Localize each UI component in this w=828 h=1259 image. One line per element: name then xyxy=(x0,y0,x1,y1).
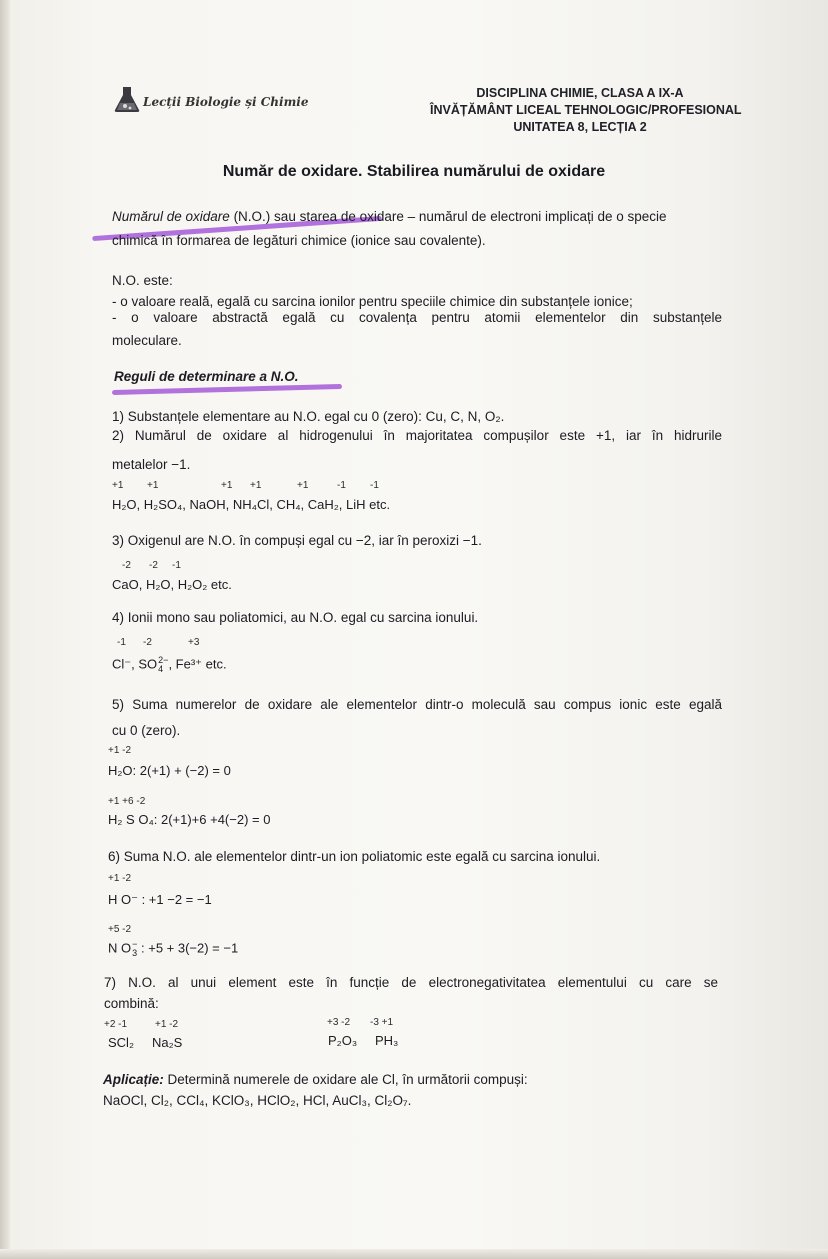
iron-ion: , Fe³⁺ etc. xyxy=(168,656,227,672)
rule-7-formula-3: P₂O₃ xyxy=(328,1033,358,1048)
rule-7-ox-4: -3 +1 xyxy=(370,1017,394,1028)
rule-4-ox-3: +3 xyxy=(188,637,200,648)
rule-2-ox-7: -1 xyxy=(370,480,379,491)
rule-2-ox-5: +1 xyxy=(297,480,309,491)
no-este-item-2-line-2: moleculare. xyxy=(112,333,182,348)
rule-7-ox-1: +2 -1 xyxy=(104,1019,128,1030)
rule-2-ox-6: -1 xyxy=(337,480,346,491)
chloride-ion: Cl⁻, xyxy=(112,656,139,672)
application-label: Aplicație: xyxy=(103,1072,164,1087)
rule-3-ox-1: -2 xyxy=(122,560,131,571)
rule-6-ex2-ox: +5 -2 xyxy=(108,924,132,935)
rule-1: 1) Substanțele elementare au N.O. egal cu 0 (zero): Cu, C, N, O₂. xyxy=(112,409,505,424)
header-line-3: UNITATEA 8, LECȚIA 2 xyxy=(513,120,647,134)
rule-4: 4) Ionii mono sau poliatomici, au N.O. egal cu sarcina ionului. xyxy=(112,610,479,625)
rule-3-formulas: CaO, H₂O, H₂O₂ etc. xyxy=(112,577,232,592)
rule-7-formula-2: Na₂S xyxy=(152,1035,183,1050)
rule-5-line-1: 5) Suma numerelor de oxidare ale elementelor dintr-o moleculă sau compus ionic este egală xyxy=(112,697,722,712)
rule-6-ex1: H O⁻ : +1 −2 = −1 xyxy=(108,892,212,907)
rule-2-line-1: 2) Numărul de oxidare al hidrogenului în majoritatea compușilor este +1, iar în hidrurile xyxy=(112,428,722,443)
rule-3: 3) Oxigenul are N.O. în compuși egal cu −2, iar în peroxizi −1. xyxy=(112,533,482,548)
rule-7-ox-3: +3 -2 xyxy=(327,1017,351,1028)
rule-4-ox-2: -2 xyxy=(143,637,152,648)
logo-text: Lecții Biologie și Chimie xyxy=(143,95,309,109)
rule-6: 6) Suma N.O. ale elementelor dintr-un ion poliatomic este egală cu sarcina ionului. xyxy=(108,849,601,864)
rule-5-ex2: H₂ S O₄: 2(+1)+6 +4(−2) = 0 xyxy=(108,812,271,827)
rule-4-formulas xyxy=(112,656,227,674)
rule-4-ox-1: -1 xyxy=(117,637,126,648)
rule-5-line-2: cu 0 (zero). xyxy=(112,723,181,738)
rule-2-ox-1: +1 xyxy=(112,480,124,491)
rule-2-formulas: H₂O, H₂SO₄, NaOH, NH₄Cl, CH₄, CaH₂, LiH etc. xyxy=(112,497,391,512)
definition-line-1 xyxy=(112,206,667,227)
rule-7-line-1: 7) N.O. al unui element este în funcție de electronegativitatea elementului cu care se xyxy=(104,975,718,990)
page-edge-left xyxy=(0,0,10,1259)
rule-2-ox-2: +1 xyxy=(147,480,159,491)
rule-3-ox-2: -2 xyxy=(149,560,158,571)
rule-3-ox-3: -1 xyxy=(172,560,181,571)
rule-7-line-2: combină: xyxy=(104,996,159,1011)
definition-rest: (N.O.) sau starea de oxidare – numărul de electroni implicați de o specie xyxy=(229,209,667,224)
application-text: Determină numerele de oxidare ale Cl, în următorii compuși: xyxy=(163,1072,528,1087)
header-line-1: DISCIPLINA CHIMIE, CLASA A IX-A xyxy=(476,86,684,100)
rule-2-line-2: metalelor −1. xyxy=(112,457,191,472)
sulfate-subscript: 4 xyxy=(158,664,164,674)
nitrate-charge: − xyxy=(132,939,138,949)
page-edge-bottom xyxy=(0,1249,828,1259)
no-este-item-2-line-1: - o valoare abstractă egală cu covalența pentru atomii elementelor din substanțele xyxy=(112,310,722,325)
application-prompt xyxy=(103,1069,528,1090)
rule-7-formula-4: PH₃ xyxy=(375,1033,399,1048)
nitrate-ion: N O xyxy=(108,940,132,956)
sulfate-charge: 2− xyxy=(158,655,169,665)
nitrate-subscript: 3 xyxy=(132,948,138,958)
no-este-item-1: - o valoare reală, egală cu sarcina ionilor pentru speciile chimice din substanțele ionice; xyxy=(112,294,633,309)
rule-7-formula-1: SCl₂ xyxy=(108,1035,134,1050)
nitrate-sum: : +5 + 3(−2) = −1 xyxy=(137,940,239,956)
rule-6-ex1-ox: +1 -2 xyxy=(108,873,132,884)
rule-5-ex1-ox: +1 -2 xyxy=(108,745,132,756)
header-line-2: ÎNVĂȚĂMÂNT LICEAL TEHNOLOGIC/PROFESIONAL xyxy=(430,103,742,117)
definition-term: Numărul de oxidare xyxy=(112,209,230,224)
page-title: Număr de oxidare. Stabilirea numărului de oxidare xyxy=(222,163,606,180)
rule-2-ox-3: +1 xyxy=(221,480,233,491)
sulfate-ion: SO xyxy=(138,656,158,672)
flask-logo-icon xyxy=(112,84,142,114)
application-compounds: NaOCl, Cl₂, CCl₄, KClO₃, HClO₂, HCl, AuCl₃, Cl₂O₇. xyxy=(103,1093,412,1108)
rule-6-ex2 xyxy=(108,940,238,958)
no-este-heading: N.O. este: xyxy=(112,273,173,288)
definition-line-2: chimică în formarea de legături chimice (ionice sau covalente). xyxy=(112,233,486,248)
rule-5-ex1: H₂O: 2(+1) + (−2) = 0 xyxy=(108,763,231,778)
rule-5-ex2-ox: +1 +6 -2 xyxy=(108,796,146,807)
rule-2-ox-4: +1 xyxy=(250,480,262,491)
rule-7-ox-2: +1 -2 xyxy=(155,1019,179,1030)
rules-heading: Reguli de determinare a N.O. xyxy=(114,369,299,384)
